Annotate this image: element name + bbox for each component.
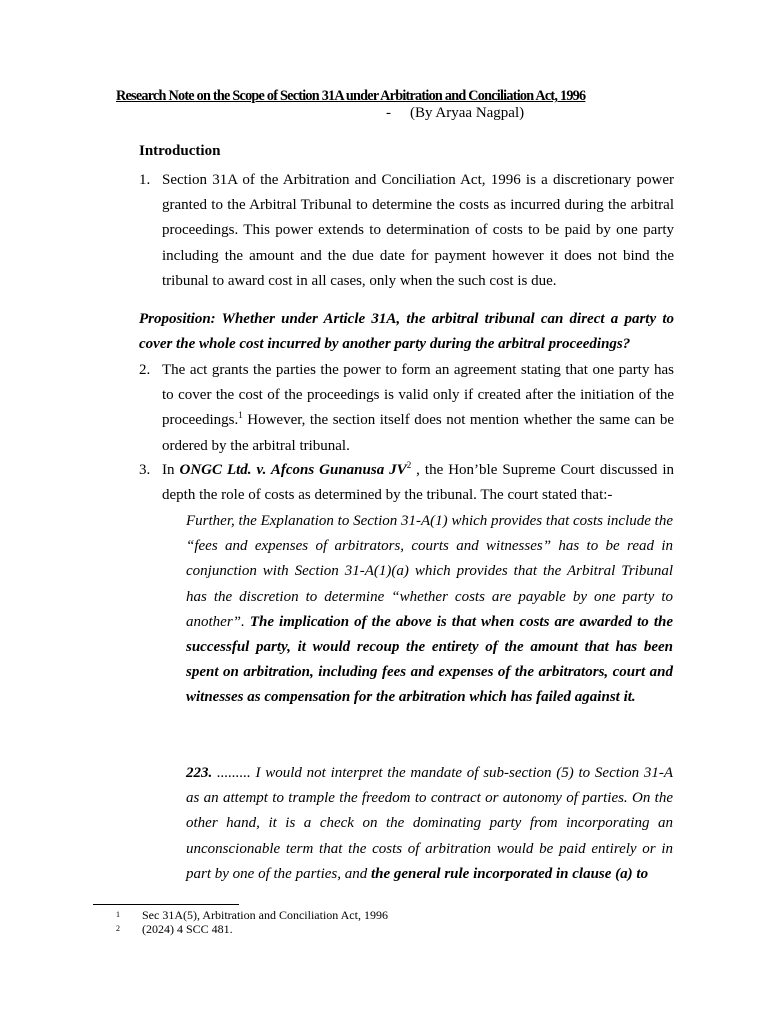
footnote-2-text: (2024) 4 SCC 481.	[142, 922, 233, 936]
paragraph-number-3: 3.	[139, 462, 151, 478]
footnote-1-mark: 1	[116, 910, 120, 919]
footnote-1	[116, 908, 388, 922]
byline-dash: -	[386, 105, 391, 121]
quote-2-italic: ......... I would not interpret the mandate of sub-section (5) to Section 31-A as an attempt to trample the freedom to contract or autonomy of parties. On the other hand, it is a check on the dominating party from incorporating an unconscionable term that the costs of arbitration would be paid entirely or in part by one of the parties, and	[186, 765, 673, 882]
section-heading-introduction: Introduction	[139, 143, 221, 159]
quote-2-para-number: 223.	[186, 765, 213, 781]
paragraph-2-text-b: However, the section itself does not mention whether the same can be ordered by the arbitral tribunal.	[162, 412, 674, 454]
case-name: ONGC Ltd. v. Afcons Gunanusa JV	[179, 462, 407, 478]
author-name: (By Aryaa Nagpal)	[410, 105, 525, 121]
author-byline	[386, 105, 524, 122]
paragraph-1: Section 31A of the Arbitration and Conciliation Act, 1996 is a discretionary power granted to the Arbitral Tribunal to determine the costs as incurred during the arbitral proceedings. This power extends to determination of costs to be paid by one party including the amount and the due date for payment however it does not bind the tribunal to award cost in all cases, only when the such cost is due.	[162, 172, 674, 289]
quote-1-bold: The implication of the above is that when costs are awarded to the successful party, it would recoup the entirety of the amount that has been spent on arbitration, including fees and expenses of the arbitrators, court and witnesses as compensation for the arbitration which has failed against it.	[186, 613, 673, 706]
paragraph-3-text: , the Hon’ble Supreme Court discussed in depth the role of costs as determined by the tribunal. The court stated that:-	[162, 462, 674, 504]
footnote-separator	[93, 904, 239, 905]
paragraph-3	[162, 458, 674, 508]
paragraph-2-text-a: The act grants the parties the power to form an agreement stating that one party has to cover the cost of the proceedings is valid only if created after the initiation of the proceedings.	[162, 362, 674, 429]
footnote-ref-1[interactable]: 1	[238, 410, 243, 421]
proposition-statement: Proposition: Whether under Article 31A, the arbitral tribunal can direct a party to cover the whole cost incurred by another party during the arbitral proceedings?	[139, 311, 674, 353]
paragraph-2	[162, 358, 674, 459]
footnote-2-mark: 2	[116, 924, 120, 933]
footnote-1-text: Sec 31A(5), Arbitration and Conciliation Act, 1996	[142, 908, 388, 922]
paragraph-number-1: 1.	[139, 172, 151, 188]
quote-2-bold: the general rule incorporated in clause (a) to	[370, 865, 649, 882]
paragraph-number-2: 2.	[139, 362, 151, 378]
block-quote-2	[186, 761, 673, 887]
footnote-ref-2[interactable]: 2	[406, 460, 412, 470]
block-quote-1	[186, 509, 673, 711]
document-title: Research Note on the Scope of Section 31A under Arbitration and Conciliation Act, 1996	[116, 88, 586, 104]
footnote-2	[116, 922, 233, 936]
quote-1-italic: Further, the Explanation to Section 31-A(1) which provides that costs include the “fees and expenses of arbitrators, courts and witnesses” has to be read in conjunction with Section 31-A(1)(a) which provides that the Arbitral Tribunal has the discretion to determine “whether costs are payable by one party to another”.	[186, 513, 673, 630]
paragraph-3-prefix: In	[162, 462, 180, 478]
